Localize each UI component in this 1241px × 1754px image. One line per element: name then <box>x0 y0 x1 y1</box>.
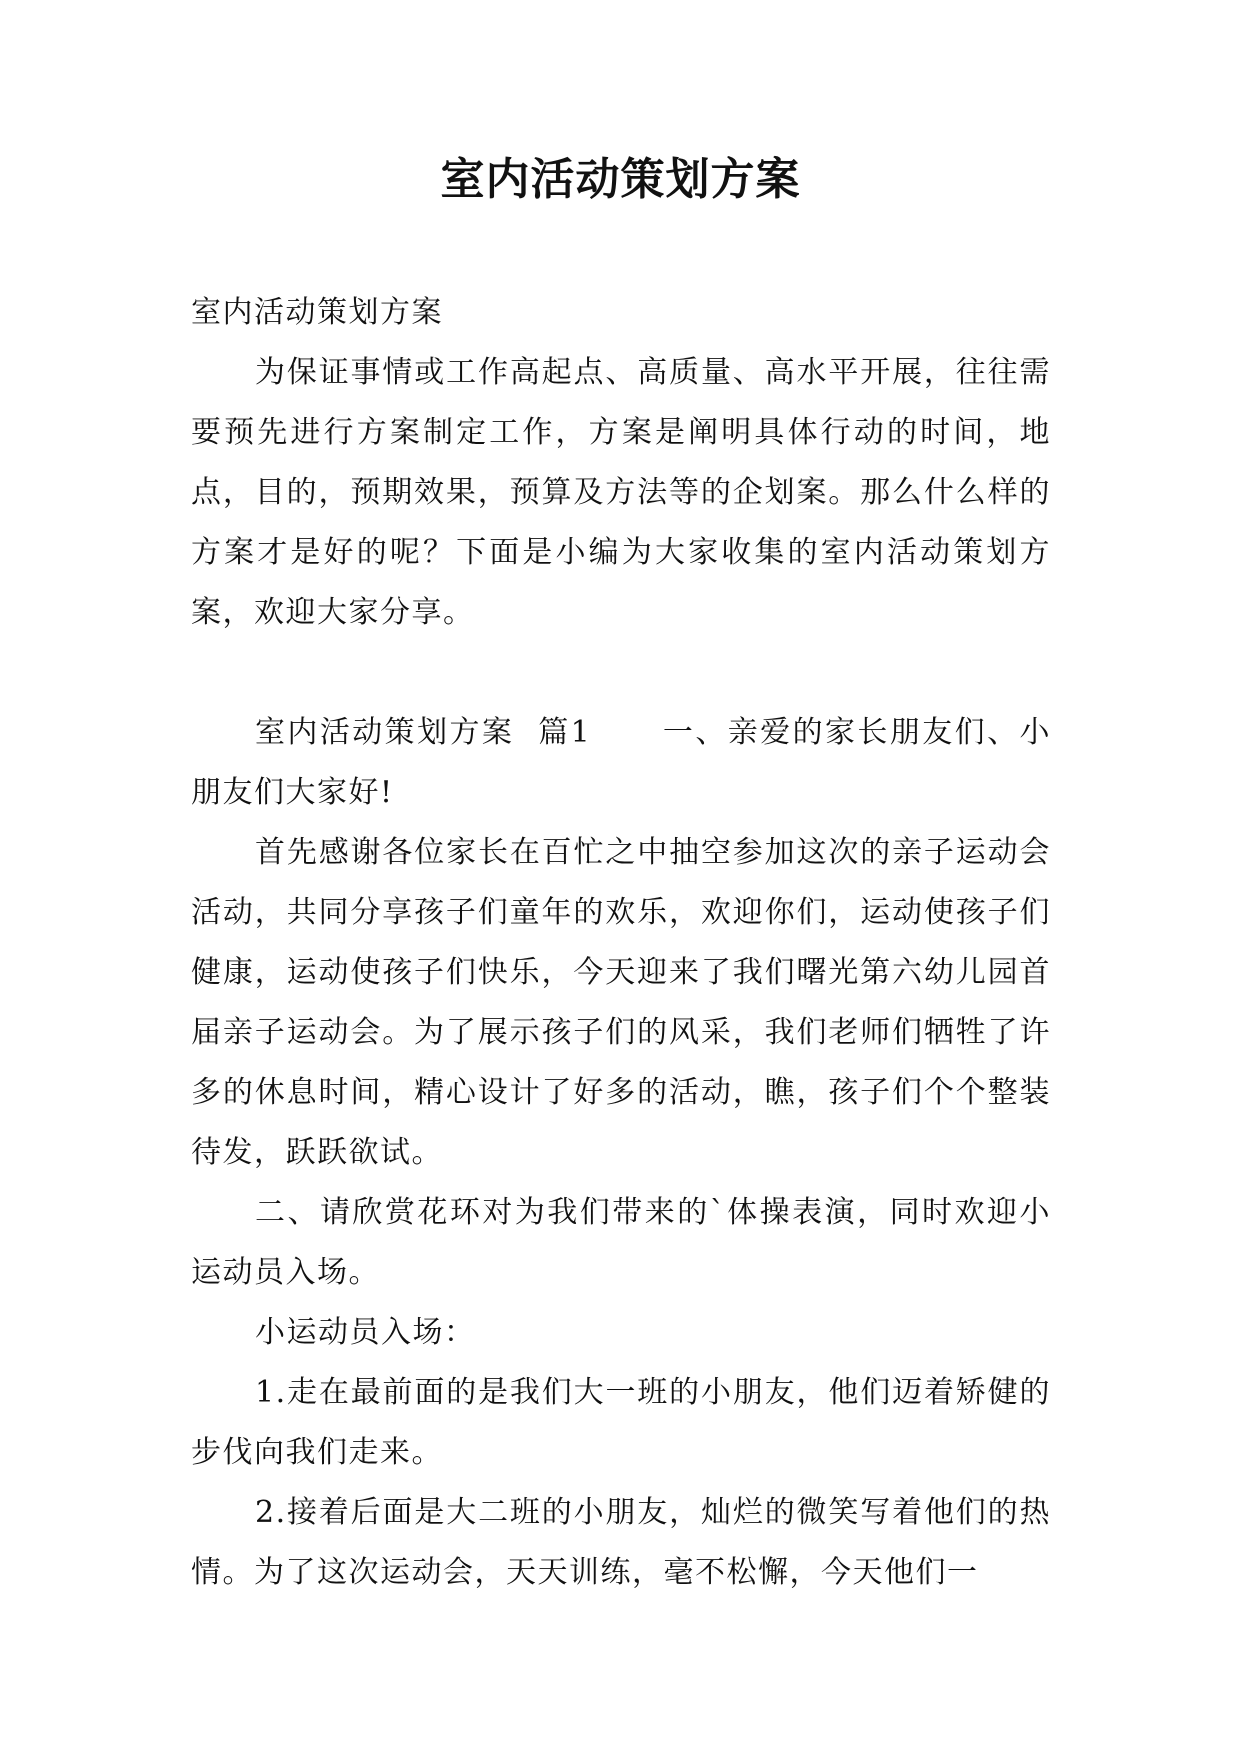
list-item-paragraph: 1.走在最前面的是我们大一班的小朋友，他们迈着矫健的步伐向我们走来。 <box>191 1375 1051 1470</box>
paragraph-spacer <box>191 643 1051 703</box>
document-title: 室内活动策划方案 <box>440 154 801 205</box>
document-body <box>191 283 1051 1603</box>
subtitle-paragraph: 室内活动策划方案 <box>191 295 443 330</box>
body-paragraph: 小运动员入场： <box>255 1315 476 1350</box>
section-heading-paragraph: 室内活动策划方案 篇1 一、亲爱的家长朋友们、小朋友们大家好! <box>191 715 1051 810</box>
list-item-paragraph: 2.接着后面是大二班的小朋友，灿烂的微笑写着他们的热情。为了这次运动会，天天训练，毫不松懈，今天他们一 <box>191 1495 1051 1590</box>
body-paragraph: 首先感谢各位家长在百忙之中抽空参加这次的亲子运动会活动，共同分享孩子们童年的欢乐，欢迎你们，运动使孩子们健康，运动使孩子们快乐，今天迎来了我们曙光第六幼儿园首届亲子运动会。为了展示孩子们的风采，我们老师们牺牲了许多的休息时间，精心设计了好多的活动，瞧，孩子们个个整装待发，跃跃欲试。 <box>191 835 1051 1170</box>
body-paragraph: 二、请欣赏花环对为我们带来的`体操表演，同时欢迎小运动员入场。 <box>191 1195 1051 1290</box>
intro-paragraph: 为保证事情或工作高起点、高质量、高水平开展，往往需要预先进行方案制定工作，方案是阐明具体行动的时间，地点，目的，预期效果，预算及方法等的企划案。那么什么样的方案才是好的呢？下面是小编为大家收集的室内活动策划方案，欢迎大家分享。 <box>191 355 1051 630</box>
